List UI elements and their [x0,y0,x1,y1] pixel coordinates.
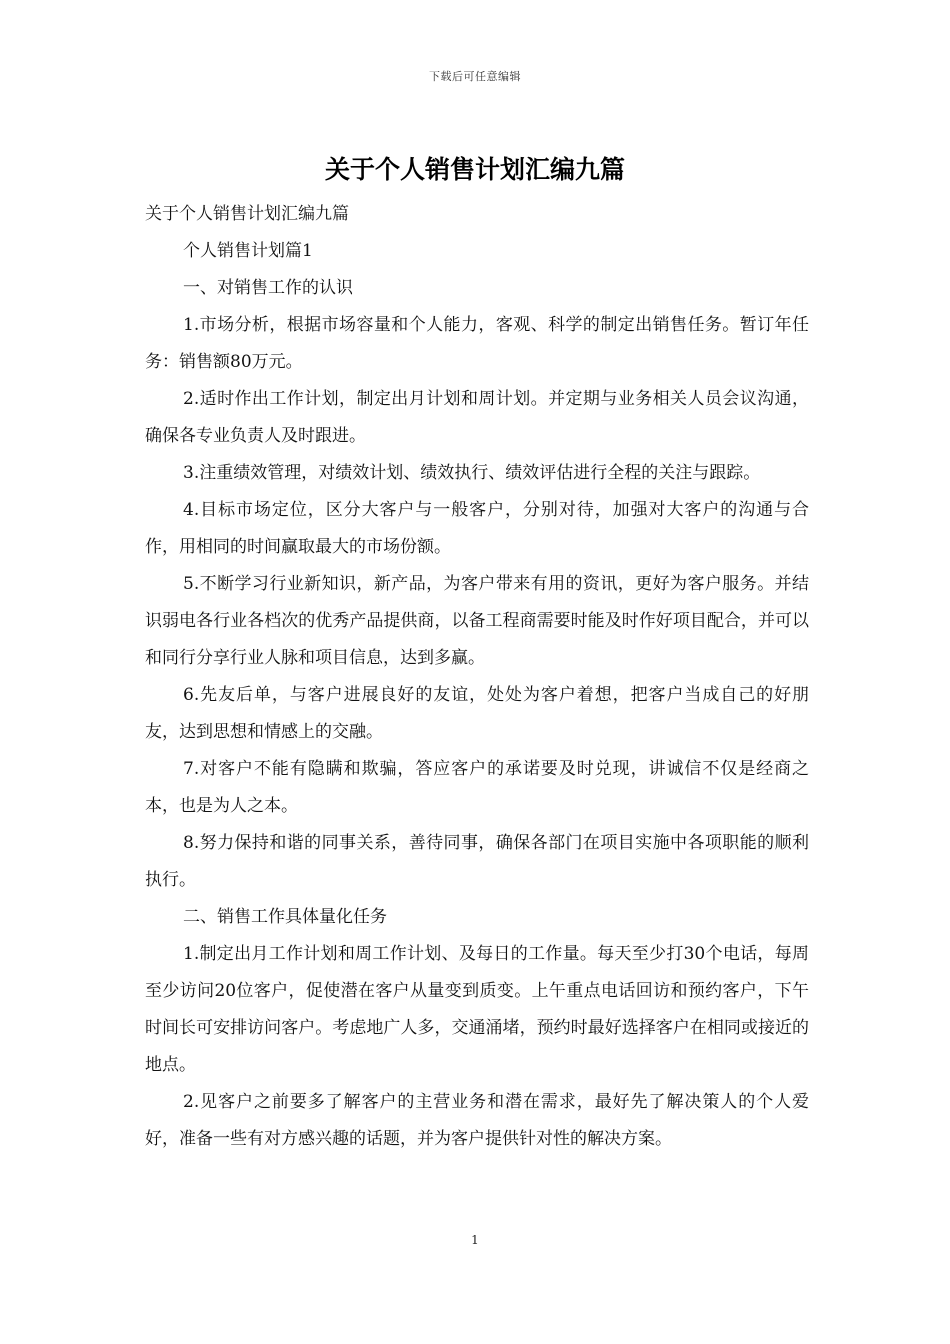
paragraph: 6.先友后单，与客户进展良好的友谊，处处为客户着想，把客户当成自己的好朋友，达到思想和情感上的交融。 [145,685,809,742]
paragraph: 7.对客户不能有隐瞒和欺骗，答应客户的承诺要及时兑现，讲诚信不仅是经商之本，也是为人之本。 [145,759,809,816]
paragraph: 1.制定出月工作计划和周工作计划、及每日的工作量。每天至少打30个电话，每周至少访问20位客户，促使潜在客户从量变到质变。上午重点电话回访和预约客户，下午时间长可安排访问客户。考虑地广人多，交通涌堵，预约时最好选择客户在相同或接近的地点。 [145,944,809,1075]
document-body [145,196,809,1158]
header-note: 下载后可任意编辑 [429,70,521,83]
section-heading: 二、销售工作具体量化任务 [183,907,387,927]
paragraph: 8.努力保持和谐的同事关系，善待同事，确保各部门在项目实施中各项职能的顺利执行。 [145,833,809,890]
paragraph: 5.不断学习行业新知识，新产品，为客户带来有用的资讯，更好为客户服务。并结识弱电各行业各档次的优秀产品提供商，以备工程商需要时能及时作好项目配合，并可以和同行分享行业人脉和项目信息，达到多赢。 [145,574,809,668]
paragraph: 2.适时作出工作计划，制定出月计划和周计划。并定期与业务相关人员会议沟通，确保各专业负责人及时跟进。 [145,389,809,446]
document-title: 关于个人销售计划汇编九篇 [324,155,625,184]
paragraph: 1.市场分析，根据市场容量和个人能力，客观、科学的制定出销售任务。暂订年任务：销售额80万元。 [145,315,809,372]
document-subtitle: 关于个人销售计划汇编九篇 [145,204,349,224]
paragraph: 4.目标市场定位，区分大客户与一般客户，分别对待，加强对大客户的沟通与合作，用相同的时间赢取最大的市场份额。 [145,500,809,557]
paragraph: 3.注重绩效管理，对绩效计划、绩效执行、绩效评估进行全程的关注与跟踪。 [183,463,761,483]
section-heading: 个人销售计划篇1 [183,241,313,261]
page-number: 1 [471,1233,479,1247]
section-heading: 一、对销售工作的认识 [183,278,353,298]
paragraph: 2.见客户之前要多了解客户的主营业务和潜在需求，最好先了解决策人的个人爱好，准备一些有对方感兴趣的话题，并为客户提供针对性的解决方案。 [145,1092,809,1149]
